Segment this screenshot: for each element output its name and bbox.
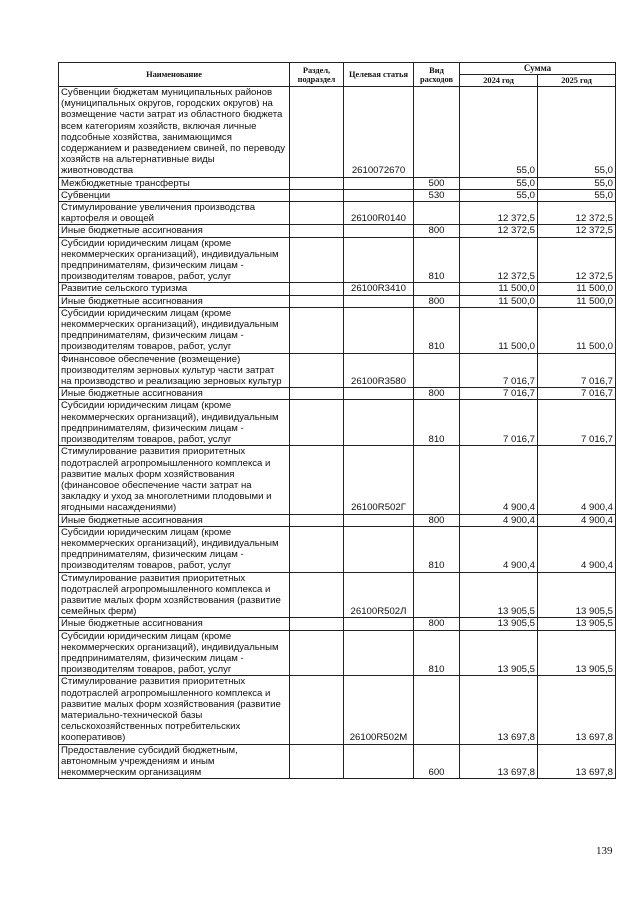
row-section [290,295,344,307]
row-kind: 800 [414,225,460,237]
table-row [59,388,616,400]
header-year-2024: 2024 год [460,75,538,87]
row-kind: 800 [414,295,460,307]
row-kind: 800 [414,388,460,400]
table-row [59,283,616,295]
row-2024: 7 016,7 [460,353,538,388]
table-row [59,307,616,353]
table-row [59,87,616,178]
table-row [59,202,616,225]
row-section [290,388,344,400]
row-target [344,618,414,630]
row-kind: 810 [414,400,460,446]
row-name: Субсидии юридическим лицам (кроме некоммерческих организаций), индивидуальным предпринимателям, физическим лицам - производителям товаров, работ, услуг [59,630,290,676]
row-2025: 55,0 [538,87,616,178]
row-2025: 12 372,5 [538,225,616,237]
row-name: Финансовое обеспечение (возмещение) производителям зерновых культур части затрат на производство и реализацию зерновых культур [59,353,290,388]
row-name: Развитие сельского туризма [59,283,290,295]
row-section [290,87,344,178]
row-target [344,744,414,779]
row-name: Субсидии юридическим лицам (кроме некоммерческих организаций), индивидуальным предпринимателям, физическим лицам - производителям товаров, работ, услуг [59,237,290,283]
header-section: Раздел, подраздел [290,63,344,87]
row-section [290,630,344,676]
row-2024: 55,0 [460,189,538,201]
row-2025: 7 016,7 [538,353,616,388]
row-2025: 11 500,0 [538,283,616,295]
row-kind: 500 [414,177,460,189]
row-kind [414,572,460,618]
row-2024: 13 697,8 [460,676,538,744]
row-2025: 55,0 [538,177,616,189]
row-kind: 530 [414,189,460,201]
row-2024: 55,0 [460,177,538,189]
row-2024: 4 900,4 [460,526,538,572]
row-2025: 13 905,5 [538,618,616,630]
row-section [290,572,344,618]
row-2025: 13 905,5 [538,630,616,676]
row-2024: 11 500,0 [460,295,538,307]
row-section [290,225,344,237]
row-kind [414,446,460,514]
row-kind [414,353,460,388]
row-name: Межбюджетные трансферты [59,177,290,189]
row-target [344,630,414,676]
row-target [344,225,414,237]
row-target: 26100R502Л [344,572,414,618]
table-body [59,87,616,779]
table-row [59,189,616,201]
row-target: 26100R3410 [344,283,414,295]
table-row [59,572,616,618]
row-name: Субвенции [59,189,290,201]
header-year-2025: 2025 год [538,75,616,87]
table-row [59,295,616,307]
row-2024: 55,0 [460,87,538,178]
row-2024: 11 500,0 [460,307,538,353]
row-name: Субсидии юридическим лицам (кроме некоммерческих организаций), индивидуальным предпринимателям, физическим лицам - производителям товаров, работ, услуг [59,400,290,446]
row-2024: 7 016,7 [460,400,538,446]
row-name: Иные бюджетные ассигнования [59,618,290,630]
row-target [344,400,414,446]
table-row [59,446,616,514]
row-2025: 13 905,5 [538,572,616,618]
row-target [344,295,414,307]
row-2024: 12 372,5 [460,237,538,283]
row-name: Стимулирование развития приоритетных подотраслей агропромышленного комплекса и развитие малых форм хозяйствования (развитие семейных ферм) [59,572,290,618]
row-target: 2610072670 [344,87,414,178]
row-kind [414,202,460,225]
row-section [290,353,344,388]
row-target: 26100R502Г [344,446,414,514]
row-2024: 13 697,8 [460,744,538,779]
row-target [344,237,414,283]
row-name: Субсидии юридическим лицам (кроме некоммерческих организаций), индивидуальным предпринимателям, физическим лицам - производителям товаров, работ, услуг [59,526,290,572]
row-kind: 810 [414,630,460,676]
row-section [290,283,344,295]
row-2025: 11 500,0 [538,307,616,353]
row-2024: 12 372,5 [460,225,538,237]
row-section [290,400,344,446]
row-2025: 7 016,7 [538,388,616,400]
table-row [59,618,616,630]
table-row [59,353,616,388]
table-row [59,526,616,572]
row-2025: 12 372,5 [538,202,616,225]
row-section [290,177,344,189]
row-name: Иные бюджетные ассигнования [59,295,290,307]
row-section [290,307,344,353]
header-target: Целевая статья [344,63,414,87]
row-2025: 11 500,0 [538,295,616,307]
row-2025: 4 900,4 [538,446,616,514]
row-2025: 4 900,4 [538,526,616,572]
row-section [290,237,344,283]
header-name: Наименование [59,63,290,87]
table-row [59,225,616,237]
row-name: Иные бюджетные ассигнования [59,225,290,237]
row-2025: 7 016,7 [538,400,616,446]
row-target [344,177,414,189]
row-2024: 13 905,5 [460,630,538,676]
row-section [290,202,344,225]
row-section [290,676,344,744]
row-kind: 810 [414,307,460,353]
row-name: Иные бюджетные ассигнования [59,388,290,400]
row-section [290,446,344,514]
row-section [290,744,344,779]
row-kind [414,87,460,178]
row-target: 26100R3580 [344,353,414,388]
row-target [344,307,414,353]
row-target [344,514,414,526]
row-section [290,618,344,630]
row-name: Субсидии юридическим лицам (кроме некоммерческих организаций), индивидуальным предпринимателям, физическим лицам - производителям товаров, работ, услуг [59,307,290,353]
table-row [59,676,616,744]
row-2025: 4 900,4 [538,514,616,526]
row-2025: 13 697,8 [538,676,616,744]
row-name: Предоставление субсидий бюджетным, автономным учреждениям и иным некоммерческим организациям [59,744,290,779]
row-2024: 13 905,5 [460,618,538,630]
table-row [59,400,616,446]
row-kind: 800 [414,618,460,630]
row-name: Стимулирование развития приоритетных подотраслей агропромышленного комплекса и развитие малых форм хозяйствования (финансовое обеспечение части затрат на закладку и уход за многолетними плодовыми и ягодными насаждениями) [59,446,290,514]
row-name: Субвенции бюджетам муниципальных районов (муниципальных округов, городских округов) на возмещение части затрат из областного бюджета всем категориям хозяйств, включая личные подсобные хозяйства, занимающимся содержанием и разведением свиней, по переводу хозяйств на альтернативные виды животноводства [59,87,290,178]
budget-table [58,62,616,779]
table-row [59,744,616,779]
row-2024: 4 900,4 [460,514,538,526]
row-target [344,388,414,400]
table-row [59,177,616,189]
row-2024: 7 016,7 [460,388,538,400]
table-row [59,630,616,676]
row-kind: 810 [414,526,460,572]
row-name: Иные бюджетные ассигнования [59,514,290,526]
row-target [344,526,414,572]
row-2024: 12 372,5 [460,202,538,225]
header-sum: Сумма [460,63,616,75]
row-section [290,526,344,572]
row-name: Стимулирование увеличения производства картофеля и овощей [59,202,290,225]
row-target: 26100R502М [344,676,414,744]
header-kind: Вид расходов [414,63,460,87]
row-2025: 13 697,8 [538,744,616,779]
row-kind [414,283,460,295]
row-kind [414,676,460,744]
table-row [59,514,616,526]
row-2024: 11 500,0 [460,283,538,295]
row-2025: 12 372,5 [538,237,616,283]
page-number: 139 [596,845,613,857]
table-row [59,237,616,283]
row-2024: 13 905,5 [460,572,538,618]
row-kind: 810 [414,237,460,283]
row-section [290,514,344,526]
row-target [344,189,414,201]
row-section [290,189,344,201]
row-kind: 600 [414,744,460,779]
row-2024: 4 900,4 [460,446,538,514]
row-2025: 55,0 [538,189,616,201]
row-kind: 800 [414,514,460,526]
row-name: Стимулирование развития приоритетных подотраслей агропромышленного комплекса и развитие малых форм хозяйствования (развитие материально-технической базы сельскохозяйственных потребительских кооперативов) [59,676,290,744]
row-target: 26100R0140 [344,202,414,225]
